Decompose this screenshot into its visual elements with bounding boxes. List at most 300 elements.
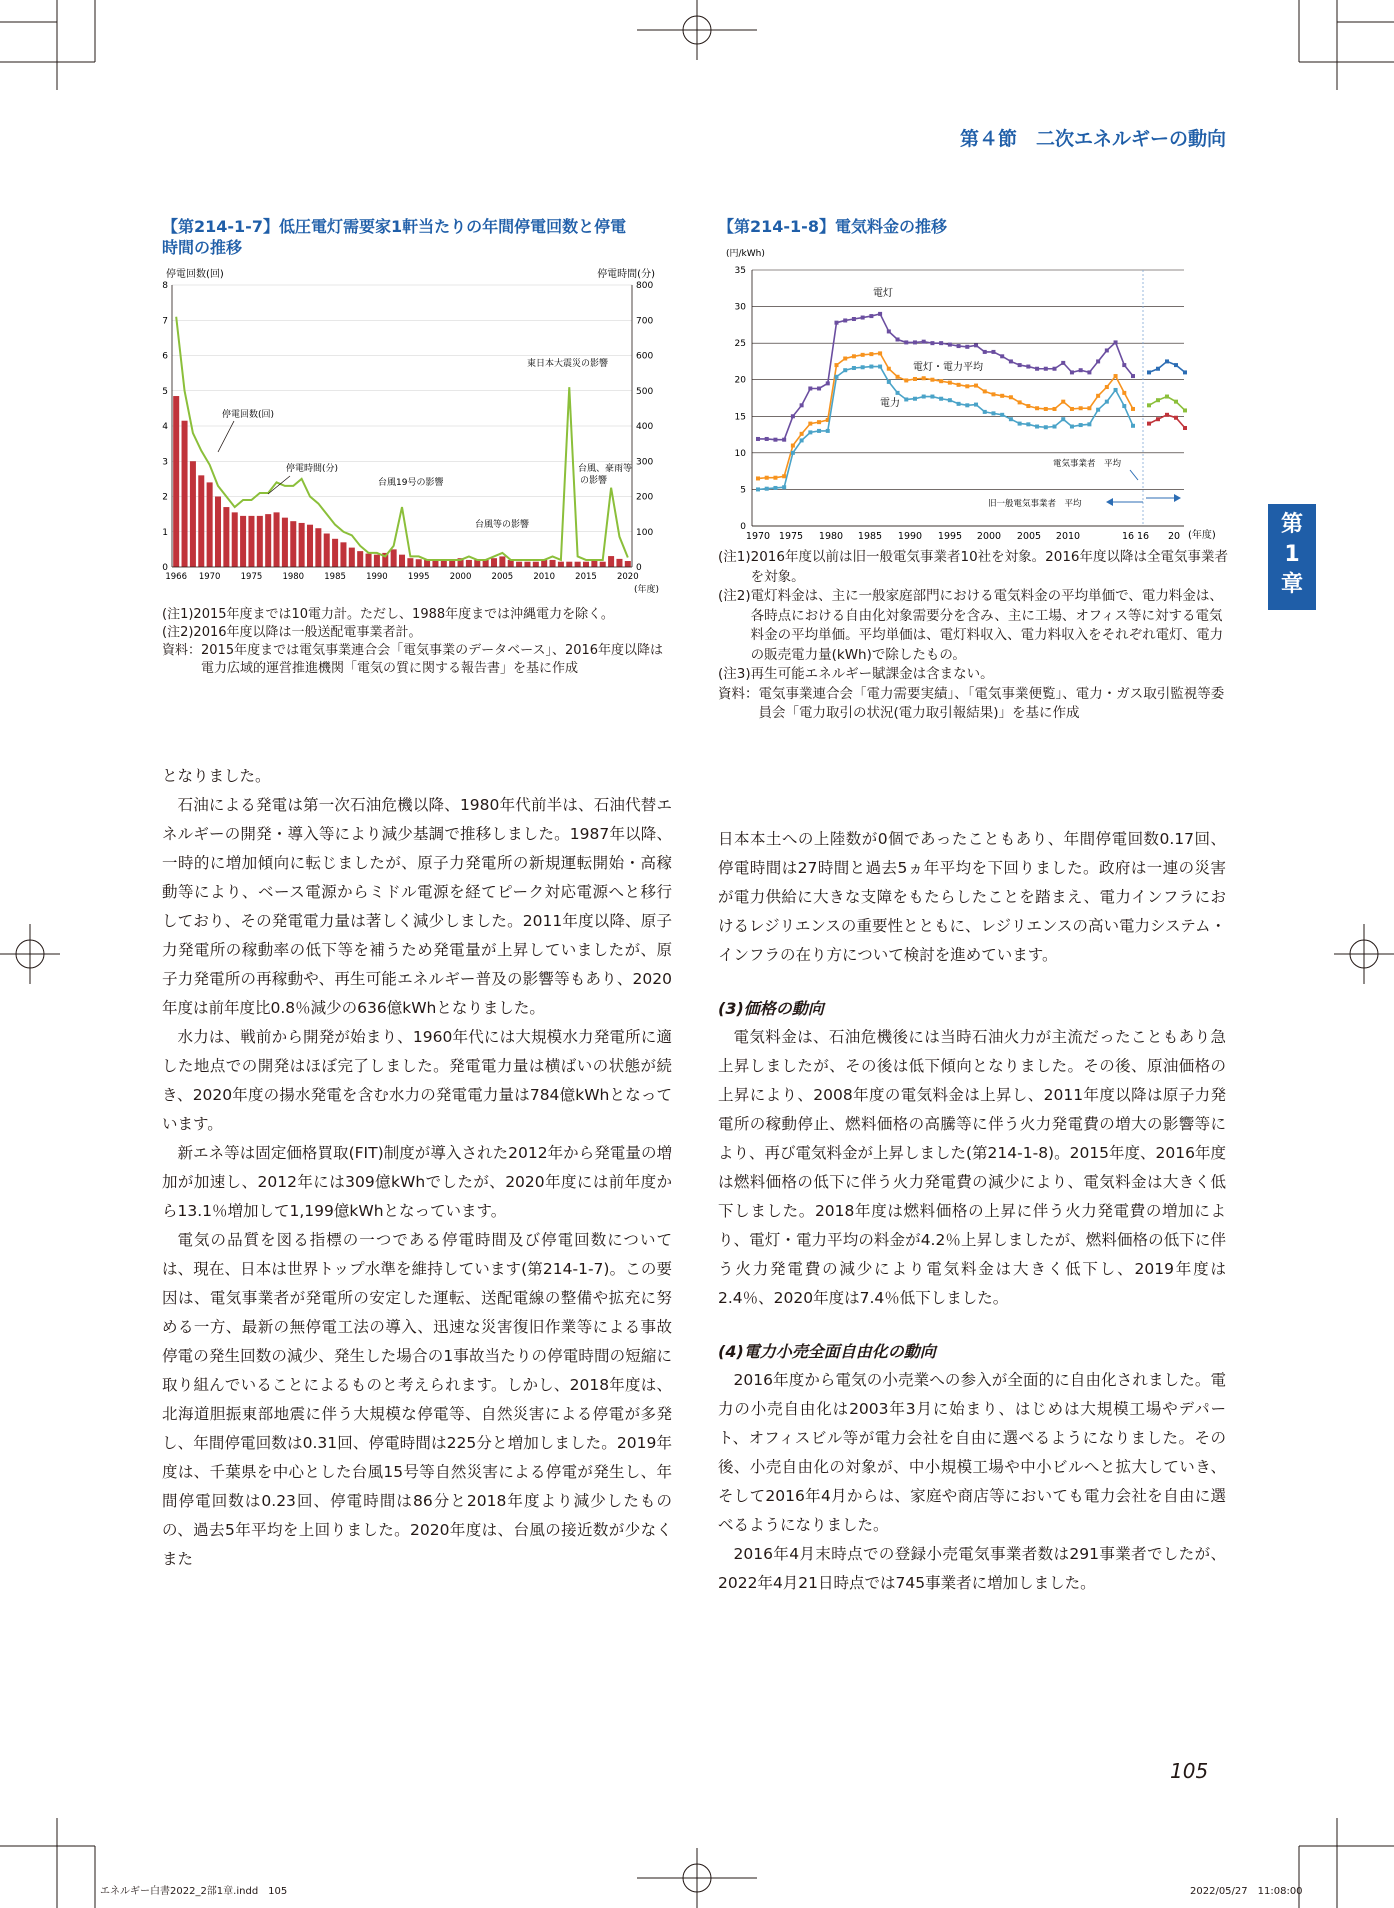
point-marker: [1018, 363, 1022, 367]
ytick-right-label: 700: [636, 316, 654, 327]
point-marker: [817, 386, 821, 390]
note-text: 2016年度以前は旧一般電気事業者10社を対象。2016年度以降は全電気事業者を対象。: [750, 549, 1229, 585]
xtick-label: 20: [1167, 531, 1181, 542]
bar-outage-count: [541, 560, 547, 567]
note-key: 資料：: [162, 643, 202, 658]
point-marker: [1079, 368, 1083, 372]
point-marker: [1061, 361, 1065, 365]
point-marker: [1105, 385, 1109, 389]
point-marker: [878, 351, 882, 355]
ytick-left-label: 8: [162, 281, 168, 291]
bar-outage-count: [190, 461, 196, 567]
chart-electricity-price: [718, 244, 1238, 544]
bar-outage-count: [374, 555, 380, 567]
point-marker: [1165, 413, 1169, 417]
point-marker: [817, 420, 821, 424]
bar-outage-count: [600, 562, 606, 567]
bar-outage-count: [274, 512, 280, 567]
point-marker: [1096, 394, 1100, 398]
bar-outage-count: [248, 516, 254, 567]
bar-outage-count: [265, 514, 271, 567]
ytick-left-label: 1: [162, 527, 168, 538]
bar-outage-count: [533, 562, 539, 567]
ytick-right-label: 600: [636, 351, 654, 362]
bar-outage-count: [407, 558, 413, 567]
bar-outage-count: [349, 548, 355, 567]
bar-outage-count: [474, 560, 480, 567]
note-text: 電灯料金は、主に一般家庭部門における電気料金の平均単価で、電力料金は、各時点における自由化対象需要分を含み、主に工場、オフィス等に対する電気料金の平均単価。平均単価は、電灯料収入、電力料収入をそれぞれ電灯、電力の販売電力量(kWh)で除したもの。: [750, 588, 1224, 663]
point-marker: [773, 486, 777, 490]
point-marker: [983, 350, 987, 354]
point-marker: [773, 438, 777, 442]
annot-lighting: 電灯: [873, 288, 893, 299]
note-key: (注2): [162, 625, 194, 640]
bar-outage-count: [616, 559, 622, 567]
point-marker: [800, 438, 804, 442]
bar-outage-count: [340, 542, 346, 567]
note-text: 2015年度までは10電力計。ただし、1988年度までは沖縄電力を除く。: [193, 607, 614, 622]
point-marker: [887, 380, 891, 384]
annot-storms-l1: 台風、豪雨等: [578, 464, 633, 474]
chapter-tab-char: 1: [1284, 542, 1300, 567]
ytick-right-label: 200: [636, 492, 654, 503]
note-key: (注2): [718, 588, 751, 604]
paragraph: となりました。: [162, 767, 271, 785]
point-marker: [974, 403, 978, 407]
point-marker: [974, 343, 978, 347]
point-marker: [1174, 363, 1178, 367]
ytick-label: 25: [734, 339, 746, 350]
bar-outage-count: [299, 523, 305, 567]
point-marker: [965, 403, 969, 407]
point-marker: [808, 430, 812, 434]
point-marker: [1122, 391, 1126, 395]
xtick-label: 2010: [1055, 531, 1081, 542]
right-column-text: [718, 825, 1226, 1598]
point-marker: [896, 391, 900, 395]
chart-outage: [160, 266, 680, 598]
xtick-label: 2000: [449, 572, 472, 582]
bar-outage-count: [508, 560, 514, 567]
left-column-text: [162, 762, 672, 1574]
footer-left: エネルギー白書2022_2部1章.indd 105: [100, 1886, 288, 1897]
point-marker: [1018, 400, 1022, 404]
point-marker: [1131, 374, 1135, 378]
annot-typhoon19: 台風19号の影響: [378, 478, 444, 488]
point-marker: [1035, 367, 1039, 371]
annot-storms: [578, 462, 635, 486]
bar-outage-count: [432, 560, 438, 567]
bar-outage-count: [173, 396, 179, 567]
ytick-left-label: 0: [162, 563, 168, 573]
arrow-new: [1130, 470, 1138, 480]
bar-outage-count: [441, 560, 447, 567]
paragraph: 電気料金は、石油危機後には当時石油火力が主流だったこともあり急上昇しましたが、その後は低下傾向となりました。その後、原油価格の上昇により、2008年度の電気料金は上昇し、2011年度以降は原子力発電所の稼動停止、燃料価格の高騰等に伴う火力発電費の増大の影響等により、再び電気料金が上昇しました(第214-1-8)。2015年度、2016年度は燃料価格の低下に伴う火力発電費の減少により、電気料金は大きく低下しました。2018年度は燃料価格の上昇に伴う火力発電費の増加により、電灯・電力平均の料金が4.2％上昇しましたが、燃料価格の低下に伴う火力発電費の減少により電気料金は大きく低下し、2019年度は2.4％、2020年度は7.4％低下しました。: [718, 1028, 1226, 1307]
point-marker: [1000, 354, 1004, 358]
xtick-label: 2010: [533, 572, 556, 582]
annot-typhoon-etc: 台風等の影響: [475, 520, 530, 530]
ytick-right-label: 500: [636, 386, 654, 397]
bar-outage-count: [257, 516, 263, 567]
xtick-label: 1990: [897, 531, 923, 542]
point-marker: [939, 397, 943, 401]
ytick-label: 5: [740, 485, 746, 496]
point-marker: [1009, 417, 1013, 421]
fig1-note: [162, 606, 672, 624]
point-marker: [834, 321, 838, 325]
point-marker: [756, 487, 760, 491]
point-marker: [791, 444, 795, 448]
bar-outage-count: [625, 561, 631, 567]
point-marker: [1147, 403, 1151, 407]
bar-outage-count: [516, 562, 522, 567]
point-marker: [1131, 407, 1135, 411]
note-key: (注3): [718, 666, 751, 682]
fig2-note: [718, 665, 1228, 685]
point-marker: [800, 403, 804, 407]
point-marker: [834, 375, 838, 379]
point-marker: [1087, 370, 1091, 374]
point-marker: [843, 357, 847, 361]
point-marker: [1061, 400, 1065, 404]
point-marker: [887, 329, 891, 333]
bar-outage-count: [566, 562, 572, 567]
xtick-label: 1995: [407, 572, 430, 582]
point-marker: [1079, 406, 1083, 410]
point-marker: [765, 487, 769, 491]
ytick-right-label: 100: [636, 527, 654, 538]
point-marker: [1183, 370, 1187, 374]
chart1-ylabel-right: 停電時間(分): [597, 269, 655, 280]
point-marker: [939, 341, 943, 345]
bar-outage-count: [524, 562, 530, 567]
point-marker: [957, 383, 961, 387]
fig2-notes: [718, 548, 1228, 724]
note-text: 再生可能エネルギー賦課金は含まない。: [750, 666, 994, 682]
point-marker: [974, 384, 978, 388]
chart1-ylabel-left: 停電回数(回): [166, 269, 224, 280]
point-marker: [765, 437, 769, 441]
annot-former-utilities: 旧一般電気事業者 平均: [988, 499, 1082, 509]
arrow-left-head: [1106, 498, 1113, 506]
point-marker: [983, 410, 987, 414]
bar-outage-count: [608, 556, 614, 567]
point-marker: [896, 337, 900, 341]
point-marker: [1009, 359, 1013, 363]
xtick-label: 1975: [778, 531, 804, 542]
bar-outage-count: [591, 560, 597, 567]
chapter-tab-char: 章: [1280, 572, 1303, 597]
bar-outage-count: [215, 497, 221, 568]
point-marker: [948, 343, 952, 347]
point-marker: [1087, 406, 1091, 410]
bar-outage-count: [307, 525, 313, 567]
point-marker: [756, 437, 760, 441]
point-marker: [852, 354, 856, 358]
ytick-left-label: 5: [162, 386, 168, 397]
point-marker: [1070, 370, 1074, 374]
bar-outage-count: [357, 551, 363, 567]
bar-outage-count: [207, 482, 213, 567]
ytick-label: 20: [734, 375, 746, 386]
ytick-left-label: 7: [162, 316, 168, 327]
point-marker: [922, 395, 926, 399]
point-marker: [913, 377, 917, 381]
annot-power: 電力: [880, 398, 900, 409]
point-marker: [1156, 367, 1160, 371]
line-series-new: [1149, 397, 1185, 411]
point-marker: [904, 397, 908, 401]
ytick-label: 35: [734, 266, 746, 276]
chart2-xunit: (年度): [1188, 530, 1216, 541]
point-marker: [1122, 363, 1126, 367]
point-marker: [904, 340, 908, 344]
point-marker: [1105, 348, 1109, 352]
xtick-label: 1985: [857, 531, 883, 542]
point-marker: [930, 395, 934, 399]
xtick-label: 1970: [198, 572, 221, 582]
point-marker: [826, 381, 830, 385]
xtick-label: 2015: [575, 572, 597, 582]
bar-outage-count: [483, 560, 489, 567]
fig1-title-line2: 時間の推移: [162, 238, 243, 257]
ytick-right-label: 400: [636, 422, 654, 432]
point-marker: [791, 414, 795, 418]
bar-outage-count: [240, 516, 246, 567]
point-marker: [878, 312, 882, 316]
section-heading-liberalization: (4)電力小売全面自由化の動向: [718, 1342, 936, 1361]
point-marker: [983, 389, 987, 393]
xtick-label: 2005: [1016, 531, 1042, 542]
point-marker: [1061, 417, 1065, 421]
bar-outage-count: [416, 559, 422, 567]
page-number: 105: [1170, 1759, 1209, 1783]
point-marker: [913, 340, 917, 344]
bar-outage-count: [290, 521, 296, 567]
bar-outage-count: [324, 534, 330, 567]
xtick-label: 1966: [165, 572, 188, 582]
point-marker: [852, 317, 856, 321]
fig1-note: [162, 642, 672, 678]
point-marker: [817, 429, 821, 433]
point-marker: [913, 397, 917, 401]
paragraph: 電気の品質を図る指標の一つである停電時間及び停電回数については、現在、日本は世界トップ水準を維持しています(第214-1-7)。この要因は、電気事業者が発電所の安定した運転、送配電線の整備や拡充に努める一方、最新の無停電工法の導入、迅速な災害復旧作業等による事故停電の発生回数の減少、発生した場合の1事故当たりの停電時間の短縮に取り組んでいることによるものと考えられます。しかし、2018年度は、北海道胆振東部地震に伴う大規模な停電等、自然災害による停電が多発し、年間停電回数は0.31回、停電時間は225分と増加しました。2019年度は、千葉県を中心とした台風15号等自然災害による停電が発生し、年間停電回数は0.23回、停電時間は86分と2018年度より減少したものの、過去5年平均を上回りました。2020年度は、台風の接近数が少なくまた: [162, 1231, 672, 1568]
point-marker: [1174, 400, 1178, 404]
chapter-tab-char: 第: [1280, 512, 1303, 537]
point-marker: [1053, 425, 1057, 429]
point-marker: [826, 429, 830, 433]
fig1-title-line1: 【第214-1-7】低圧電灯需要家1軒当たりの年間停電回数と停電: [162, 217, 627, 236]
xtick-label: 2000: [976, 531, 1002, 542]
line-series: [758, 367, 1133, 490]
point-marker: [1156, 398, 1160, 402]
point-marker: [782, 474, 786, 478]
point-marker: [1053, 367, 1057, 371]
point-marker: [957, 344, 961, 348]
point-marker: [1147, 370, 1151, 374]
bar-outage-count: [466, 560, 472, 567]
note-text: 電気事業連合会「電力需要実績」、「電気事業便覧」、電力・ガス取引監視等委員会「電力取引の状況(電力取引報結果)」を基に作成: [758, 685, 1225, 721]
point-marker: [904, 378, 908, 382]
point-marker: [791, 451, 795, 455]
xtick-label: 1975: [240, 572, 263, 582]
point-marker: [991, 350, 995, 354]
point-marker: [1044, 407, 1048, 411]
point-marker: [991, 411, 995, 415]
annot-earthquake: 東日本大震災の影響: [527, 359, 609, 369]
point-marker: [887, 367, 891, 371]
fig2-title: 【第214-1-8】電気料金の推移: [718, 217, 947, 236]
point-marker: [1147, 422, 1151, 426]
bar-outage-count: [449, 560, 455, 567]
annot-average: 電灯・電力平均: [913, 362, 983, 373]
point-marker: [991, 392, 995, 396]
point-marker: [1026, 365, 1030, 369]
ytick-left-label: 6: [162, 351, 168, 362]
point-marker: [852, 366, 856, 370]
line-series: [758, 314, 1133, 440]
point-marker: [922, 340, 926, 344]
xtick-label: 1990: [366, 572, 388, 582]
fig1-note: [162, 624, 672, 642]
point-marker: [1165, 359, 1169, 363]
bar-outage-count: [182, 421, 188, 567]
point-marker: [896, 375, 900, 379]
bar-outage-count: [550, 560, 556, 567]
point-marker: [1114, 374, 1118, 378]
point-marker: [1026, 404, 1030, 408]
point-marker: [930, 341, 934, 345]
paragraph: 水力は、戦前から開発が始まり、1960年代には大規模水力発電所に適した地点での開発はほぼ完了しました。発電電力量は横ばいの状態が続き、2020年度の揚水発電を含む水力の発電電力量は784億kWhとなっています。: [162, 1028, 672, 1133]
point-marker: [808, 422, 812, 426]
note-key: (注1): [162, 607, 194, 622]
point-marker: [1035, 425, 1039, 429]
point-marker: [869, 365, 873, 369]
xtick-label: 1985: [324, 572, 346, 582]
paragraph: 2016年4月末時点での登録小売電気事業者数は291事業者でしたが、2022年4月21日時点では745事業者に増加しました。: [718, 1545, 1226, 1592]
point-marker: [756, 476, 760, 480]
point-marker: [965, 384, 969, 388]
xtick-label: 2020: [616, 572, 639, 582]
xtick-label: 1980: [818, 531, 844, 542]
point-marker: [878, 365, 882, 369]
ytick-left-label: 3: [162, 457, 168, 468]
point-marker: [861, 353, 865, 357]
point-marker: [1165, 395, 1169, 399]
note-key: (注1): [718, 549, 751, 565]
point-marker: [765, 476, 769, 480]
point-marker: [922, 376, 926, 380]
bar-outage-count: [232, 512, 238, 567]
chapter-tab: [1268, 504, 1316, 610]
point-marker: [1018, 422, 1022, 426]
fig2-note: [718, 685, 1228, 724]
note-text: 2016年度以降は一般送配電事業者計。: [193, 625, 422, 640]
point-marker: [1105, 400, 1109, 404]
point-marker: [1114, 340, 1118, 344]
ytick-left-label: 2: [162, 492, 168, 503]
ytick-right-label: 300: [636, 457, 654, 468]
paragraph: 2016年度から電気の小売業への参入が全面的に自由化されました。電力の小売自由化は2003年3月に始まり、はじめは大規模工場やデパート、オフィスビル等が電力会社を自由に選べるようになりました。その後、小売自由化の対象が、中小規模工場や中小ビルへと拡大していき、そして2016年4月からは、家庭や商店等においても電力会社を自由に選べるようになりました。: [718, 1371, 1226, 1534]
bar-outage-count: [315, 528, 321, 567]
ytick-left-label: 4: [162, 422, 168, 432]
xtick-label: 16: [1136, 531, 1150, 542]
ytick-label: 0: [740, 522, 746, 532]
point-marker: [939, 379, 943, 383]
point-marker: [957, 402, 961, 406]
section-header: 第４節 二次エネルギーの動向: [959, 128, 1226, 150]
ytick-label: 10: [734, 448, 746, 459]
paragraph: 日本本土への上陸数が0個であったこともあり、年間停電回数0.17回、停電時間は27時間と過去5ヵ年平均を下回りました。政府は一連の災害が電力供給に大きな支障をもたらしたことを踏まえ、電力インフラにおけるレジリエンスの重要性とともに、レジリエンスの高い電力システム・インフラの在り方について検討を進めています。: [718, 830, 1226, 964]
annot-all-utilities: 電気事業者 平均: [1053, 459, 1122, 469]
point-marker: [965, 345, 969, 349]
xtick-label: 16: [1121, 531, 1135, 542]
xtick-label: 1995: [937, 531, 963, 542]
annot-storms-l2: の影響: [580, 476, 608, 486]
point-marker: [1183, 426, 1187, 430]
note-key: 資料：: [718, 685, 759, 702]
bar-outage-count: [391, 549, 397, 567]
point-marker: [1096, 359, 1100, 363]
point-marker: [1096, 408, 1100, 412]
fig1-title: [162, 216, 682, 258]
annot-time: 停電時間(分): [286, 464, 339, 474]
bar-outage-count: [366, 554, 372, 567]
point-marker: [948, 398, 952, 402]
point-marker: [808, 386, 812, 390]
point-marker: [1070, 425, 1074, 429]
bar-outage-count: [424, 560, 430, 567]
bar-outage-count: [198, 475, 204, 567]
point-marker: [1114, 388, 1118, 392]
fig2-note: [718, 548, 1228, 587]
point-marker: [843, 318, 847, 322]
point-marker: [869, 352, 873, 356]
point-marker: [1079, 423, 1083, 427]
point-marker: [1009, 395, 1013, 399]
ytick-right-label: 0: [636, 563, 642, 573]
point-marker: [773, 476, 777, 480]
fig1-notes: [162, 606, 672, 678]
point-marker: [782, 438, 786, 442]
bar-outage-count: [399, 555, 405, 567]
annot-count: 停電回数(回): [222, 410, 275, 420]
paragraph: 石油による発電は第一次石油危機以降、1980年代前半は、石油代替エネルギーの開発・導入等により減少基調で推移しました。1987年以降、一時的に増加傾向に転じましたが、原子力発電所の新規運転開始・高稼動等により、ベース電源からミドル電源を経てピーク対応電源へと移行しており、その発電電力量は著しく減少しました。2011年度以降、原子力発電所の稼動率の低下等を補うため発電量が上昇していましたが、原子力発電所の再稼動や、再生可能エネルギー普及の影響等もあり、2020年度は前年度比0.8％減少の636億kWhとなりました。: [162, 796, 672, 1017]
ytick-right-label: 800: [636, 281, 654, 291]
point-marker: [1026, 422, 1030, 426]
ytick-label: 30: [734, 302, 746, 313]
point-marker: [1156, 417, 1160, 421]
bar-outage-count: [282, 518, 288, 567]
bar-outage-count: [223, 507, 229, 567]
note-text: 2015年度までは電気事業連合会「電気事業のデータベース」、2016年度以降は電力広域的運営推進機関「電気の質に関する報告書」を基に作成: [201, 643, 664, 676]
point-marker: [1000, 394, 1004, 398]
point-marker: [1053, 407, 1057, 411]
chart1-xunit: (年度): [634, 585, 660, 595]
point-marker: [1000, 413, 1004, 417]
paragraph: 新エネ等は固定価格買取(FIT)制度が導入された2012年から発電量の増加が加速し、2012年には309億kWhでしたが、2020年度には前年度から13.1％増加して1,199億kWhとなっています。: [162, 1144, 672, 1220]
point-marker: [834, 363, 838, 367]
footer-right: 2022/05/27 11:08:00: [1190, 1886, 1303, 1897]
section-heading-price: (3)価格の動向: [718, 999, 824, 1018]
point-marker: [861, 365, 865, 369]
point-marker: [869, 314, 873, 318]
point-marker: [1044, 367, 1048, 371]
point-marker: [1087, 422, 1091, 426]
point-marker: [1183, 408, 1187, 412]
bar-outage-count: [575, 562, 581, 567]
point-marker: [1174, 416, 1178, 420]
